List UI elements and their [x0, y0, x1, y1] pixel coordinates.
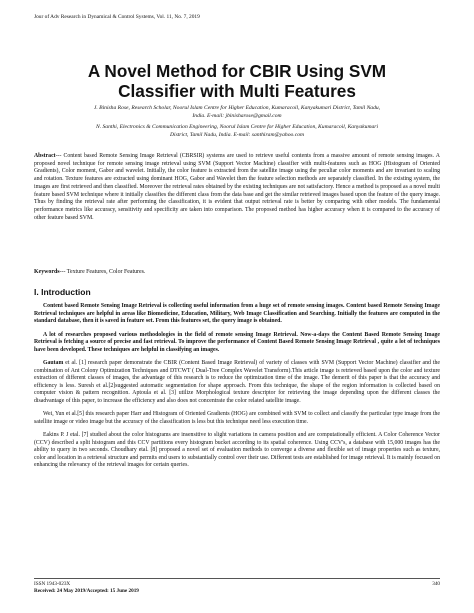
paragraph-1: Content based Remote Sensing Image Retrieval is collecting useful information from a huge set of remote sensing images. Content based Remote Sensing Image Retrieval techniques are helpful in areas like Biomedicine, Education, Military, Web Image Classification and Searching. Initially the features are computed in the standard database, then it is saved in feature set. From this features set, the query image is obtained. — [34, 303, 440, 324]
footer-divider — [34, 578, 440, 579]
keywords-label: Keywords — [34, 269, 60, 275]
abstract — [34, 153, 440, 222]
author-block — [50, 105, 424, 143]
footer-issn: ISSN 1943-023X — [34, 581, 71, 587]
keywords-text: --- Texture Features, Color Features. — [59, 269, 146, 275]
paragraph-5: Eakins P. J etal. [7] studied about the color histograms are insensitive to slight variations in camera position and are computationally efficient. A Color Coherence Vector (CCV) described a split histogram and this CCV partitions every histogram bucket according to its spatial coherence. Using CCV's, a database with 15,000 images has the ability to query in two seconds. Choudhary etal. [8] proposed a novel set of evaluation methods to converge a diverse and flexible set of image properties such as texture, color and location in a retrieval structure and permits end users to substantially control over their use. Different tests are established for image retrieval. It is mainly focused on enhancing the relevancy of the retrieval images for certain queries. — [34, 432, 440, 468]
page-number: 340 — [432, 581, 440, 587]
author-2 — [50, 124, 424, 139]
paragraph-3 — [34, 360, 440, 405]
section-heading-introduction: I. Introduction — [34, 287, 91, 297]
footer-left — [34, 581, 139, 595]
keywords — [34, 269, 145, 275]
author-2-affiliation: N. Santhi, Electronics & Communication Engineering, Noorul Islam Centre for Higher Education, Kumaracoil, Kanyakumari — [95, 124, 379, 131]
title-line-1: A Novel Method for CBIR Using SVM — [87, 61, 387, 81]
abstract-label: Abstract — [34, 153, 56, 159]
author-1-email: India. E-mail: jbinisharose@gmail.com — [192, 112, 282, 119]
author-1 — [50, 105, 424, 120]
paper-title — [34, 61, 440, 101]
paragraph-4: Wei, Yun et al.[5] this research paper Harr and Histogram of Oriented Gradients (HOG) are combined with SVM to collect and classify the particular type image from the satellite image or video image but the accuracy of the classification is less but this technique need less execution time. — [34, 411, 440, 425]
footer-received: Received: 24 May 2019/Accepted: 15 June 2019 — [34, 588, 139, 594]
abstract-text: --- Content based Remote Sensing Image Retrieval (CBRSIR) systems are used to retrieve useful contents from a massive amount of remote sensing images. A proposed novel technique for remote sensing image retrieval using SVM (Support Vector Machine) classifier with multi-features such as HOG (Histogram of Oriented Gradients), Color moment, Gabor and wavelet. Initially, the color feature is extracted from the satellite image using the peculiar color moments and are invariant to scaling and rotation. Texture features are extracted using dominant HOG, Gabor and Wavelet then the feature selection methods are separately classified. In the existing system, the images are first retrieved and then classified. Moreover the retrieval rates obtained by the existing techniques are not satisfactory. Hence a method is proposed as a novel multi feature based SVM technique where it initially classifies the different class from the data base and get the similar retrieved images based upon the feature of the query image. Thus by finding the retrieval rate after performing the classification, it is evident that output retrieval rate is better by comparing with other models. The fundamental performance metrics like accuracy, sensitivity and specificity are taken into comparison. The proposed method has higher accuracy when it is compared to the accuracy of other feature based SVM. — [34, 153, 440, 221]
journal-header: Jour of Adv Research in Dynamical & Control Systems, Vol. 11, No. 7, 2019 — [34, 14, 200, 20]
author-1-affiliation: J. Binisha Rose, Research Scholar, Noorul Islam Centre for Higher Education, Kumaracoil, Kanyakumari District, Tamil Nadu, — [93, 105, 381, 111]
paragraph-3-lead: Gautam — [43, 360, 64, 366]
title-line-2: Classifier with Multi Features — [118, 81, 356, 101]
introduction-body — [34, 303, 440, 476]
paragraph-2: A lot of researches proposed various methodologies in the field of remote sensing Image Retrieval. Now-a-days the Content Based Remote Sensing Image Retrieval is fetching a source of precise and fast retrieval. To improve the performance of Content Based Remote Sensing Image Retrieval , quite a lot of techniques have been developed. These techniques are helpful in classifying an images. — [34, 331, 440, 353]
paragraph-3-text: et al. [1] research paper demonstrate the CBIR (Content Based Image Retrieval) of variety of classes with SVM (Support Vector Machine) classifier and the combination of Ant Colony Optimization Techniques and DTCWT ( Dual-Tree Complex Wavelet Transform).This article image is retrieved based upon the color and texture extraction of different classes of images, the advantage of this research is to reduce the optimization time of the image. The demerit of this paper is that the accuracy and efficiency is less. Suresh et al.[2]suggested automatic segmentation for shape approach. From this technique, the shape of the region information is collected based on computer vision & pattern recognition. Aptoula et al. [3] utilize Morphological texture descriptor for retrieving the image depending upon the different classes the disadvantage of this paper, to increase the efficiency and also does not concentrate the color related satellite image. — [34, 360, 440, 404]
author-2-email: District, Tamil Nadu, India. E-mail: santhiram@yahoo.com — [169, 131, 305, 138]
